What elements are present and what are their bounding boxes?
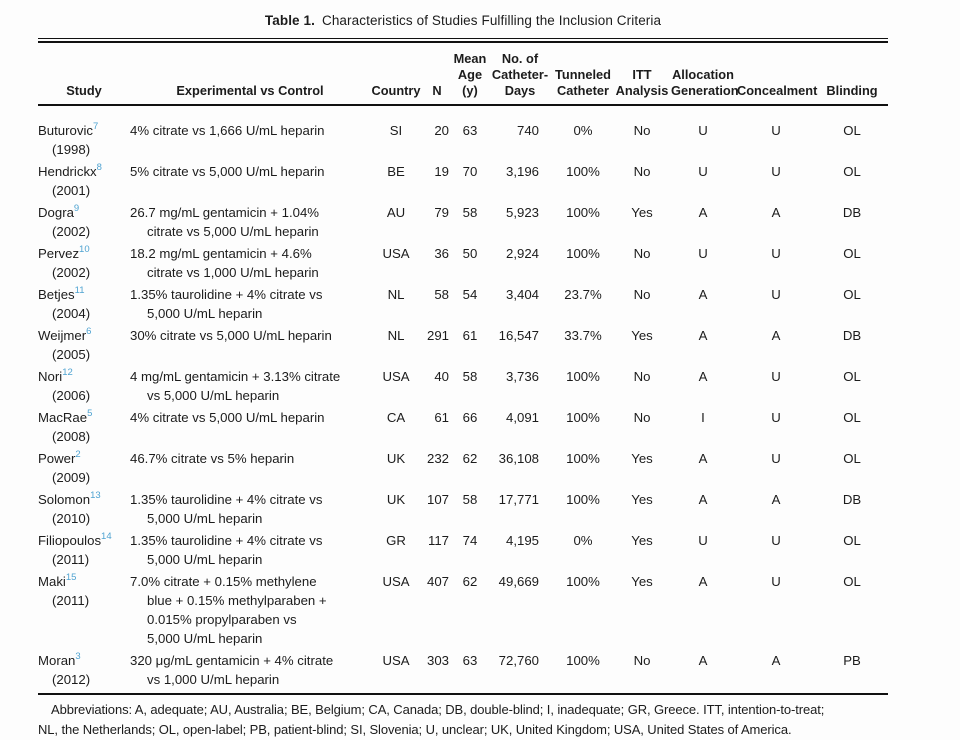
cell-tunneled: 0% bbox=[573, 123, 593, 138]
cell-treatment bbox=[130, 244, 370, 285]
study-year: (2011) bbox=[52, 593, 90, 608]
cell-conceal: A bbox=[771, 653, 781, 668]
footnote-line: Abbreviations: A, adequate; AU, Australia; BE, Belgium; CA, Canada; DB, double-blind; I, inadequate; GR, Greece. ITT, intention-to-treat; bbox=[51, 702, 825, 717]
cell-study bbox=[38, 162, 130, 203]
cell-treatment bbox=[130, 651, 370, 692]
cell-study bbox=[38, 490, 130, 531]
table-row bbox=[38, 449, 888, 490]
cell-alloc: A bbox=[698, 287, 708, 302]
cell-treatment bbox=[130, 105, 370, 162]
cell-conceal: U bbox=[771, 123, 781, 138]
study-year: (2001) bbox=[52, 183, 91, 198]
divider-double-rule bbox=[38, 38, 888, 43]
cell-treatment bbox=[130, 572, 370, 651]
table-title-label: Table 1. bbox=[264, 13, 315, 28]
treatment-line: citrate vs 5,000 U/mL heparin bbox=[147, 224, 319, 239]
cell-days: 2,924 bbox=[505, 246, 539, 261]
treatment-line: 4% citrate vs 1,666 U/mL heparin bbox=[130, 123, 325, 138]
cell-days: 4,195 bbox=[505, 533, 539, 548]
column-header-age: Mean Age (y) bbox=[452, 51, 488, 105]
cell-conceal: U bbox=[771, 533, 781, 548]
cell-conceal: U bbox=[771, 451, 781, 466]
citation-superscript: 6 bbox=[86, 325, 92, 337]
cell-age: 58 bbox=[462, 369, 478, 384]
cell-conceal: U bbox=[771, 574, 781, 589]
cell-treatment bbox=[130, 285, 370, 326]
cell-tunneled: 100% bbox=[566, 164, 600, 179]
treatment-line: 1.35% taurolidine + 4% citrate vs bbox=[130, 533, 323, 548]
cell-age: 61 bbox=[462, 328, 478, 343]
column-header-n: N bbox=[422, 51, 452, 105]
cell-tunneled: 23.7% bbox=[564, 287, 602, 302]
cell-age: 74 bbox=[462, 533, 478, 548]
treatment-line: 46.7% citrate vs 5% heparin bbox=[130, 451, 295, 466]
cell-itt: No bbox=[633, 164, 651, 179]
column-header-treatment: Experimental vs Control bbox=[130, 51, 370, 105]
cell-days: 17,771 bbox=[498, 492, 539, 507]
cell-days: 36,108 bbox=[498, 451, 539, 466]
study-year: (2006) bbox=[52, 388, 91, 403]
table-row bbox=[38, 244, 888, 285]
cell-tunneled: 100% bbox=[566, 369, 600, 384]
abbreviations-footnote bbox=[38, 700, 888, 740]
citation-superscript: 2 bbox=[75, 448, 81, 460]
cell-n: 303 bbox=[426, 653, 449, 668]
study-year: (2009) bbox=[52, 470, 91, 485]
cell-study bbox=[38, 572, 130, 651]
divider-footnote-rule bbox=[38, 693, 888, 695]
cell-alloc: U bbox=[698, 533, 708, 548]
cell-alloc: A bbox=[698, 574, 708, 589]
citation-superscript: 10 bbox=[79, 243, 90, 255]
cell-n: 58 bbox=[434, 287, 449, 302]
study-year: (2012) bbox=[52, 672, 91, 687]
cell-blinding: DB bbox=[842, 492, 862, 507]
cell-blinding: OL bbox=[843, 574, 861, 589]
studies-table bbox=[38, 51, 888, 692]
cell-treatment bbox=[130, 162, 370, 203]
treatment-line: 4 mg/mL gentamicin + 3.13% citrate bbox=[130, 369, 341, 384]
study-name: Betjes$^{11}$ bbox=[38, 284, 85, 302]
citation-superscript: 7 bbox=[92, 120, 99, 132]
treatment-line: vs 1,000 U/mL heparin bbox=[147, 672, 280, 687]
study-name: Pervez$^{10}$ bbox=[38, 243, 90, 261]
cell-alloc: A bbox=[698, 451, 708, 466]
table-header-row bbox=[38, 51, 888, 105]
citation-superscript: 11 bbox=[74, 284, 85, 296]
cell-itt: Yes bbox=[631, 451, 653, 466]
cell-country: SI bbox=[389, 123, 403, 138]
study-name: Nori$^{12}$ bbox=[38, 366, 73, 384]
cell-itt: No bbox=[633, 246, 651, 261]
cell-alloc: U bbox=[698, 246, 708, 261]
cell-itt: No bbox=[633, 287, 651, 302]
cell-itt: Yes bbox=[631, 533, 653, 548]
cell-country: UK bbox=[386, 492, 406, 507]
cell-days: 3,196 bbox=[505, 164, 539, 179]
cell-treatment bbox=[130, 531, 370, 572]
cell-tunneled: 100% bbox=[566, 205, 600, 220]
table-row bbox=[38, 285, 888, 326]
study-year: (2005) bbox=[52, 347, 91, 362]
cell-treatment bbox=[130, 408, 370, 449]
cell-days: 3,404 bbox=[505, 287, 539, 302]
citation-superscript: 14 bbox=[101, 530, 112, 542]
study-name: Moran$^3$ bbox=[38, 650, 81, 668]
table-body bbox=[38, 105, 888, 692]
column-header-itt: ITT Analysis bbox=[614, 51, 670, 105]
cell-tunneled: 100% bbox=[566, 451, 600, 466]
cell-n: 19 bbox=[434, 164, 449, 179]
citation-superscript: 9 bbox=[73, 202, 80, 214]
cell-n: 117 bbox=[427, 533, 449, 548]
cell-conceal: U bbox=[771, 410, 781, 425]
cell-country: USA bbox=[382, 369, 410, 384]
cell-days: 3,736 bbox=[505, 369, 539, 384]
treatment-line: vs 5,000 U/mL heparin bbox=[147, 388, 280, 403]
cell-age: 66 bbox=[462, 410, 478, 425]
table-row bbox=[38, 408, 888, 449]
cell-tunneled: 0% bbox=[573, 533, 593, 548]
table-row bbox=[38, 531, 888, 572]
cell-country: USA bbox=[382, 246, 410, 261]
treatment-line: 4% citrate vs 5,000 U/mL heparin bbox=[130, 410, 325, 425]
treatment-line: 1.35% taurolidine + 4% citrate vs bbox=[130, 287, 323, 302]
treatment-line: 5,000 U/mL heparin bbox=[147, 552, 263, 567]
treatment-line: 5% citrate vs 5,000 U/mL heparin bbox=[130, 164, 325, 179]
table-row bbox=[38, 367, 888, 408]
study-year: (2011) bbox=[52, 552, 90, 567]
cell-blinding: OL bbox=[843, 410, 861, 425]
study-name: Power$^2$ bbox=[38, 448, 81, 466]
cell-alloc: A bbox=[698, 369, 708, 384]
cell-conceal: U bbox=[771, 164, 781, 179]
cell-blinding: DB bbox=[842, 328, 862, 343]
cell-country: USA bbox=[382, 574, 410, 589]
cell-n: 40 bbox=[434, 369, 449, 384]
study-name: Filiopoulos$^{14}$ bbox=[38, 530, 112, 548]
cell-blinding: OL bbox=[843, 451, 861, 466]
cell-study bbox=[38, 203, 130, 244]
cell-blinding: OL bbox=[843, 246, 861, 261]
table-row bbox=[38, 490, 888, 531]
cell-age: 54 bbox=[462, 287, 478, 302]
cell-age: 58 bbox=[462, 205, 478, 220]
cell-itt: Yes bbox=[631, 205, 653, 220]
study-year: (2002) bbox=[52, 224, 91, 239]
column-header-blinding: Blinding bbox=[816, 51, 888, 105]
column-header-days: No. of Catheter- Days bbox=[488, 51, 552, 105]
treatment-line: 5,000 U/mL heparin bbox=[147, 511, 263, 526]
cell-treatment bbox=[130, 326, 370, 367]
treatment-line: 0.015% propylparaben vs bbox=[147, 612, 297, 627]
cell-blinding: OL bbox=[843, 287, 861, 302]
cell-n: 407 bbox=[426, 574, 449, 589]
cell-days: 16,547 bbox=[498, 328, 539, 343]
cell-study bbox=[38, 244, 130, 285]
cell-age: 50 bbox=[462, 246, 478, 261]
cell-alloc: A bbox=[698, 205, 708, 220]
study-name: Weijmer$^6$ bbox=[38, 325, 92, 343]
cell-country: GR bbox=[386, 533, 406, 548]
cell-study bbox=[38, 449, 130, 490]
cell-alloc: U bbox=[698, 164, 708, 179]
cell-conceal: U bbox=[771, 369, 781, 384]
study-year: (2002) bbox=[52, 265, 91, 280]
table-row bbox=[38, 105, 888, 162]
study-name: Hendrickx$^8$ bbox=[38, 161, 102, 179]
cell-treatment bbox=[130, 490, 370, 531]
study-year: (1998) bbox=[52, 142, 91, 157]
cell-days: 4,091 bbox=[505, 410, 539, 425]
cell-n: 20 bbox=[434, 123, 449, 138]
cell-conceal: A bbox=[771, 492, 781, 507]
cell-conceal: A bbox=[771, 328, 781, 343]
cell-alloc: A bbox=[698, 328, 708, 343]
citation-superscript: 12 bbox=[62, 366, 73, 378]
citation-superscript: 13 bbox=[90, 489, 101, 501]
table-title-text: Characteristics of Studies Fulfilling the Inclusion Criteria bbox=[321, 13, 662, 28]
cell-age: 63 bbox=[462, 653, 478, 668]
cell-country: CA bbox=[386, 410, 406, 425]
cell-tunneled: 100% bbox=[566, 410, 600, 425]
cell-days: 5,923 bbox=[505, 205, 539, 220]
cell-study bbox=[38, 651, 130, 692]
column-header-study: Study bbox=[38, 51, 130, 105]
cell-days: 72,760 bbox=[498, 653, 539, 668]
cell-country: NL bbox=[387, 328, 405, 343]
cell-tunneled: 100% bbox=[566, 653, 600, 668]
treatment-line: citrate vs 1,000 U/mL heparin bbox=[147, 265, 319, 280]
treatment-line: 30% citrate vs 5,000 U/mL heparin bbox=[130, 328, 332, 343]
cell-blinding: OL bbox=[843, 123, 861, 138]
study-name: MacRae$^5$ bbox=[38, 407, 93, 425]
cell-blinding: PB bbox=[843, 653, 861, 668]
cell-study bbox=[38, 326, 130, 367]
study-name: Maki$^{15}$ bbox=[38, 571, 77, 589]
table-row bbox=[38, 162, 888, 203]
cell-study bbox=[38, 105, 130, 162]
column-header-country: Country bbox=[370, 51, 422, 105]
cell-age: 62 bbox=[462, 451, 478, 466]
cell-country: BE bbox=[387, 164, 405, 179]
cell-age: 58 bbox=[462, 492, 478, 507]
cell-n: 79 bbox=[434, 205, 449, 220]
cell-itt: Yes bbox=[631, 574, 653, 589]
cell-blinding: OL bbox=[843, 164, 861, 179]
table-row bbox=[38, 326, 888, 367]
treatment-line: 26.7 mg/mL gentamicin + 1.04% bbox=[130, 205, 320, 220]
cell-tunneled: 100% bbox=[566, 492, 600, 507]
cell-conceal: U bbox=[771, 287, 781, 302]
cell-alloc: I bbox=[701, 410, 705, 425]
treatment-line: 320 μg/mL gentamicin + 4% citrate bbox=[130, 653, 334, 668]
cell-country: AU bbox=[386, 205, 406, 220]
cell-itt: Yes bbox=[631, 328, 653, 343]
cell-itt: Yes bbox=[631, 492, 653, 507]
cell-study bbox=[38, 531, 130, 572]
treatment-line: 5,000 U/mL heparin bbox=[147, 631, 263, 646]
cell-conceal: A bbox=[771, 205, 781, 220]
cell-country: UK bbox=[386, 451, 406, 466]
cell-n: 61 bbox=[434, 410, 449, 425]
cell-tunneled: 33.7% bbox=[564, 328, 602, 343]
cell-study bbox=[38, 408, 130, 449]
cell-alloc: U bbox=[698, 123, 708, 138]
cell-n: 291 bbox=[426, 328, 449, 343]
cell-conceal: U bbox=[771, 246, 781, 261]
citation-superscript: 3 bbox=[75, 650, 81, 662]
cell-age: 62 bbox=[462, 574, 478, 589]
cell-treatment bbox=[130, 449, 370, 490]
treatment-line: 1.35% taurolidine + 4% citrate vs bbox=[130, 492, 323, 507]
cell-itt: No bbox=[633, 369, 651, 384]
treatment-line: 7.0% citrate + 0.15% methylene bbox=[130, 574, 317, 589]
study-year: (2004) bbox=[52, 306, 91, 321]
treatment-line: blue + 0.15% methylparaben + bbox=[147, 593, 327, 608]
table-row bbox=[38, 572, 888, 651]
cell-age: 63 bbox=[462, 123, 478, 138]
table-row bbox=[38, 651, 888, 692]
cell-tunneled: 100% bbox=[566, 574, 600, 589]
cell-itt: No bbox=[633, 653, 651, 668]
study-name: Solomon$^{13}$ bbox=[38, 489, 101, 507]
cell-alloc: A bbox=[698, 653, 708, 668]
table-title bbox=[38, 12, 888, 30]
citation-superscript: 8 bbox=[96, 161, 102, 173]
study-name: Buturovic$^7$ bbox=[38, 120, 99, 138]
cell-country: NL bbox=[387, 287, 405, 302]
cell-days: 49,669 bbox=[498, 574, 539, 589]
citation-superscript: 5 bbox=[87, 407, 93, 419]
column-header-alloc: Allocation Generation bbox=[670, 51, 736, 105]
cell-country: USA bbox=[382, 653, 410, 668]
cell-age: 70 bbox=[462, 164, 478, 179]
citation-superscript: 15 bbox=[65, 571, 77, 583]
cell-tunneled: 100% bbox=[566, 246, 600, 261]
cell-n: 107 bbox=[426, 492, 449, 507]
column-header-conceal: Concealment bbox=[736, 51, 816, 105]
cell-blinding: OL bbox=[843, 533, 861, 548]
cell-treatment bbox=[130, 203, 370, 244]
footnote-line: NL, the Netherlands; OL, open-label; PB, patient-blind; SI, Slovenia; U, unclear; UK, United Kingdom; USA, United States of America. bbox=[38, 722, 792, 737]
treatment-line: 5,000 U/mL heparin bbox=[147, 306, 263, 321]
cell-treatment bbox=[130, 367, 370, 408]
cell-itt: No bbox=[633, 123, 651, 138]
study-year: (2008) bbox=[52, 429, 91, 444]
study-name: Dogra$^9$ bbox=[38, 202, 80, 220]
cell-blinding: OL bbox=[843, 369, 861, 384]
cell-itt: No bbox=[633, 410, 651, 425]
cell-study bbox=[38, 367, 130, 408]
cell-study bbox=[38, 285, 130, 326]
table-row bbox=[38, 203, 888, 244]
cell-days: 740 bbox=[516, 123, 539, 138]
treatment-line: 18.2 mg/mL gentamicin + 4.6% bbox=[130, 246, 312, 261]
cell-n: 232 bbox=[426, 451, 449, 466]
column-header-tunneled: Tunneled Catheter bbox=[552, 51, 614, 105]
cell-n: 36 bbox=[434, 246, 449, 261]
study-year: (2010) bbox=[52, 511, 91, 526]
cell-alloc: A bbox=[698, 492, 708, 507]
cell-blinding: DB bbox=[842, 205, 862, 220]
